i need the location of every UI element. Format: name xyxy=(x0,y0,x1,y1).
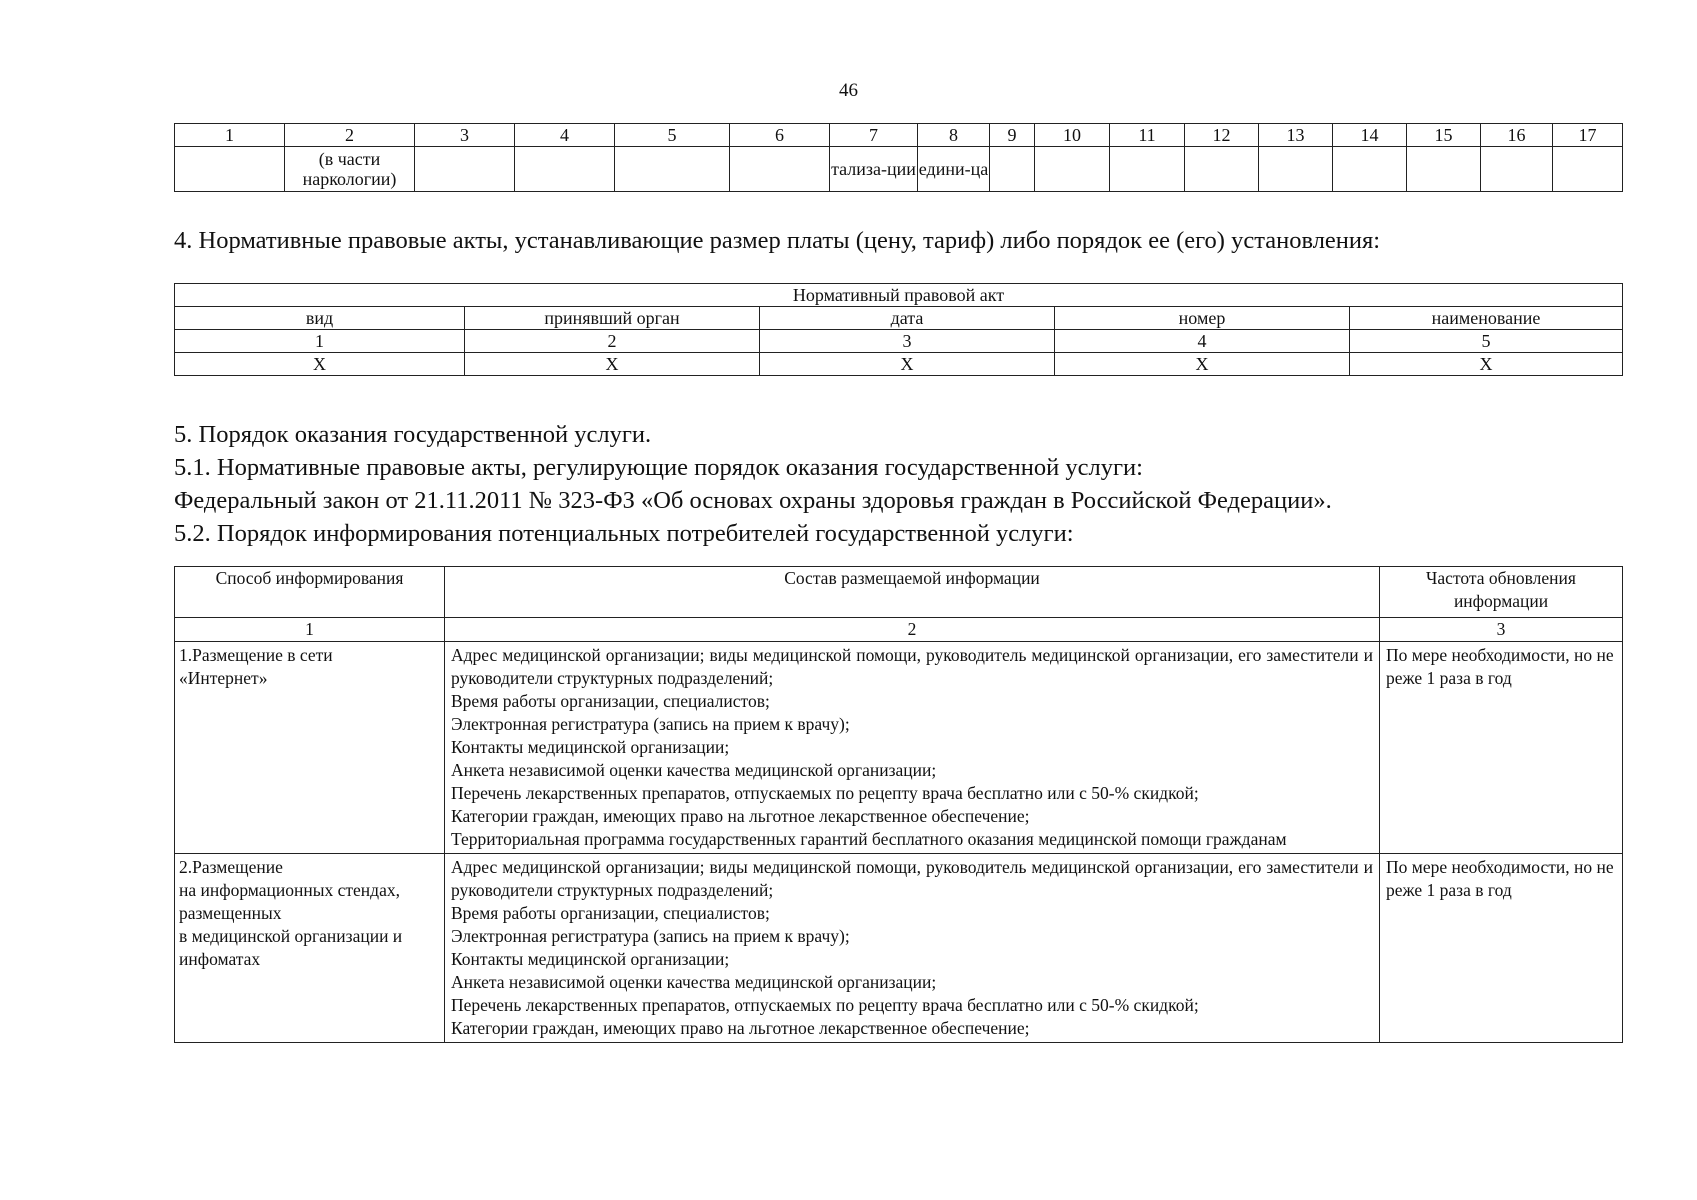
section-5-2: 5.2. Порядок информирования потенциальных потребителей государственной услуги: xyxy=(174,520,1074,547)
col-header: 15 xyxy=(1407,124,1481,147)
table-cell xyxy=(515,147,615,192)
npa-table-title: Нормативный правовой акт xyxy=(175,284,1623,307)
table-cell xyxy=(1407,147,1481,192)
content-item: Электронная регистратура (запись на прием к врачу); xyxy=(451,926,850,946)
table-cell: тализа-ции xyxy=(830,147,918,192)
section-5 xyxy=(174,418,1332,550)
table-cell xyxy=(1333,147,1407,192)
npa-value: Х xyxy=(1350,353,1623,376)
frequency-cell: По мере необходимости, но не реже 1 раза в год xyxy=(1380,642,1623,854)
content-item: Перечень лекарственных препаратов, отпускаемых по рецепту врача бесплатно или с 50-% скидкой; xyxy=(451,995,1199,1015)
npa-col-number: 1 xyxy=(175,330,465,353)
table-cell: едини-ца xyxy=(918,147,990,192)
method-cell xyxy=(175,854,445,1043)
table-cell xyxy=(730,147,830,192)
col-header: 10 xyxy=(1035,124,1110,147)
table-cell xyxy=(1110,147,1185,192)
col-header: 7 xyxy=(830,124,918,147)
frequency-cell: По мере необходимости, но не реже 1 раза в год xyxy=(1380,854,1623,1043)
col-header: 8 xyxy=(918,124,990,147)
table-cell: (в части наркологии) xyxy=(285,147,415,192)
col-header: 2 xyxy=(285,124,415,147)
content-item: Время работы организации, специалистов; xyxy=(451,691,770,711)
content-cell xyxy=(445,854,1380,1043)
content-item: Адрес медицинской организации; виды медицинской помощи, руководитель медицинской организации, его заместители и руководители структурных подразделений; xyxy=(451,857,1373,900)
content-item: Перечень лекарственных препаратов, отпускаемых по рецепту врача бесплатно или с 50-% скидкой; xyxy=(451,783,1199,803)
col-header: 11 xyxy=(1110,124,1185,147)
col-header: 14 xyxy=(1333,124,1407,147)
table-cell xyxy=(1259,147,1333,192)
content-cell xyxy=(445,642,1380,854)
content-item: Контакты медицинской организации; xyxy=(451,737,730,757)
npa-col-number: 2 xyxy=(465,330,760,353)
npa-header-name: наименование xyxy=(1350,307,1623,330)
method-line: 2.Размещение xyxy=(179,857,283,877)
section-5-1: 5.1. Нормативные правовые акты, регулирующие порядок оказания государственной услуги: xyxy=(174,454,1143,481)
content-item: Адрес медицинской организации; виды медицинской помощи, руководитель медицинской организации, его заместители и руководители структурных подразделений; xyxy=(451,645,1373,688)
table-cell xyxy=(990,147,1035,192)
method-line: размещенных xyxy=(179,903,282,923)
col-header: 3 xyxy=(415,124,515,147)
table-cell xyxy=(615,147,730,192)
npa-value: Х xyxy=(465,353,760,376)
npa-table xyxy=(174,283,1623,376)
content-item: Анкета независимой оценки качества медицинской организации; xyxy=(451,972,937,992)
col-header: 17 xyxy=(1553,124,1623,147)
npa-col-number: 3 xyxy=(760,330,1055,353)
method-line: инфоматах xyxy=(179,949,261,969)
col-header: 13 xyxy=(1259,124,1333,147)
section-5-title: 5. Порядок оказания государственной услуги. xyxy=(174,421,652,448)
method-cell xyxy=(175,642,445,854)
content-item: Анкета независимой оценки качества медицинской организации; xyxy=(451,760,937,780)
header-content: Состав размещаемой информации xyxy=(445,567,1380,618)
content-item: Контакты медицинской организации; xyxy=(451,949,730,969)
method-line: «Интернет» xyxy=(179,668,268,688)
npa-value: Х xyxy=(1055,353,1350,376)
continuation-table xyxy=(174,123,1623,192)
method-line: на информационных стендах, xyxy=(179,880,400,900)
npa-header-number: номер xyxy=(1055,307,1350,330)
table-row xyxy=(175,854,1623,1043)
page-number: 46 xyxy=(839,80,858,101)
table-cell xyxy=(1185,147,1259,192)
content-item: Время работы организации, специалистов; xyxy=(451,903,770,923)
content-item: Электронная регистратура (запись на прием к врачу); xyxy=(451,714,850,734)
npa-header-type: вид xyxy=(175,307,465,330)
table-cell xyxy=(175,147,285,192)
npa-value: Х xyxy=(760,353,1055,376)
col-header: 5 xyxy=(615,124,730,147)
npa-value: Х xyxy=(175,353,465,376)
col-header: 12 xyxy=(1185,124,1259,147)
col-header: 4 xyxy=(515,124,615,147)
col-number: 1 xyxy=(175,618,445,642)
col-header: 9 xyxy=(990,124,1035,147)
header-method: Способ информирования xyxy=(175,567,445,618)
col-header: 16 xyxy=(1481,124,1553,147)
npa-col-number: 5 xyxy=(1350,330,1623,353)
table-row xyxy=(175,642,1623,854)
content-item: Территориальная программа государственных гарантий бесплатного оказания медицинской помощи гражданам xyxy=(451,829,1287,849)
npa-header-authority: принявший орган xyxy=(465,307,760,330)
section-4-title: 4. Нормативные правовые акты, устанавливающие размер платы (цену, тариф) либо порядок ее (его) установления: xyxy=(174,227,1381,254)
federal-law: Федеральный закон от 21.11.2011 № 323-ФЗ «Об основах охраны здоровья граждан в Российской Федерации». xyxy=(174,487,1332,514)
header-frequency: Частота обновления информации xyxy=(1380,567,1623,618)
col-header: 6 xyxy=(730,124,830,147)
col-number: 3 xyxy=(1380,618,1623,642)
col-number: 2 xyxy=(445,618,1380,642)
table-cell xyxy=(1481,147,1553,192)
table-cell xyxy=(415,147,515,192)
method-line: 1.Размещение в сети xyxy=(179,645,333,665)
npa-col-number: 4 xyxy=(1055,330,1350,353)
table-cell xyxy=(1553,147,1623,192)
content-item: Категории граждан, имеющих право на льготное лекарственное обеспечение; xyxy=(451,1018,1030,1038)
content-item: Категории граждан, имеющих право на льготное лекарственное обеспечение; xyxy=(451,806,1030,826)
info-table xyxy=(174,566,1623,1043)
method-line: в медицинской организации и xyxy=(179,926,403,946)
table-cell xyxy=(1035,147,1110,192)
col-header: 1 xyxy=(175,124,285,147)
npa-header-date: дата xyxy=(760,307,1055,330)
